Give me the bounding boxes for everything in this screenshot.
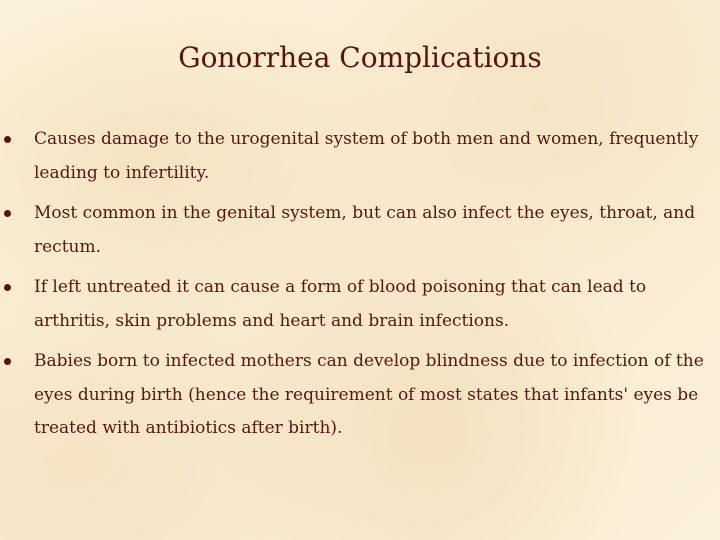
bullet-text: Most common in the genital system, but can also infect the eyes, throat, and rectum. — [34, 203, 696, 257]
bullet-text: If left untreated it can cause a form of blood poisoning that can lead to arthritis, skin problems and heart and brain infections. — [34, 277, 647, 331]
slide-title: Gonorrhea Complications — [178, 41, 542, 74]
bullet-dot-icon — [4, 136, 11, 143]
bullet-dot-icon — [4, 358, 11, 365]
bullet-item — [0, 123, 716, 190]
bullet-dot-icon — [4, 284, 11, 291]
bullet-item — [0, 271, 716, 338]
bullet-dot-icon — [4, 210, 11, 217]
bullet-text: Causes damage to the urogenital system of both men and women, frequently leading to infertility. — [34, 129, 699, 183]
bullet-text: Babies born to infected mothers can develop blindness due to infection of the eyes during birth (hence the requirement of most states that infants' eyes be treated with antibiotics after birth). — [34, 351, 704, 438]
bullet-item — [0, 345, 716, 446]
bullet-item — [0, 197, 716, 264]
bullet-list — [0, 123, 716, 453]
